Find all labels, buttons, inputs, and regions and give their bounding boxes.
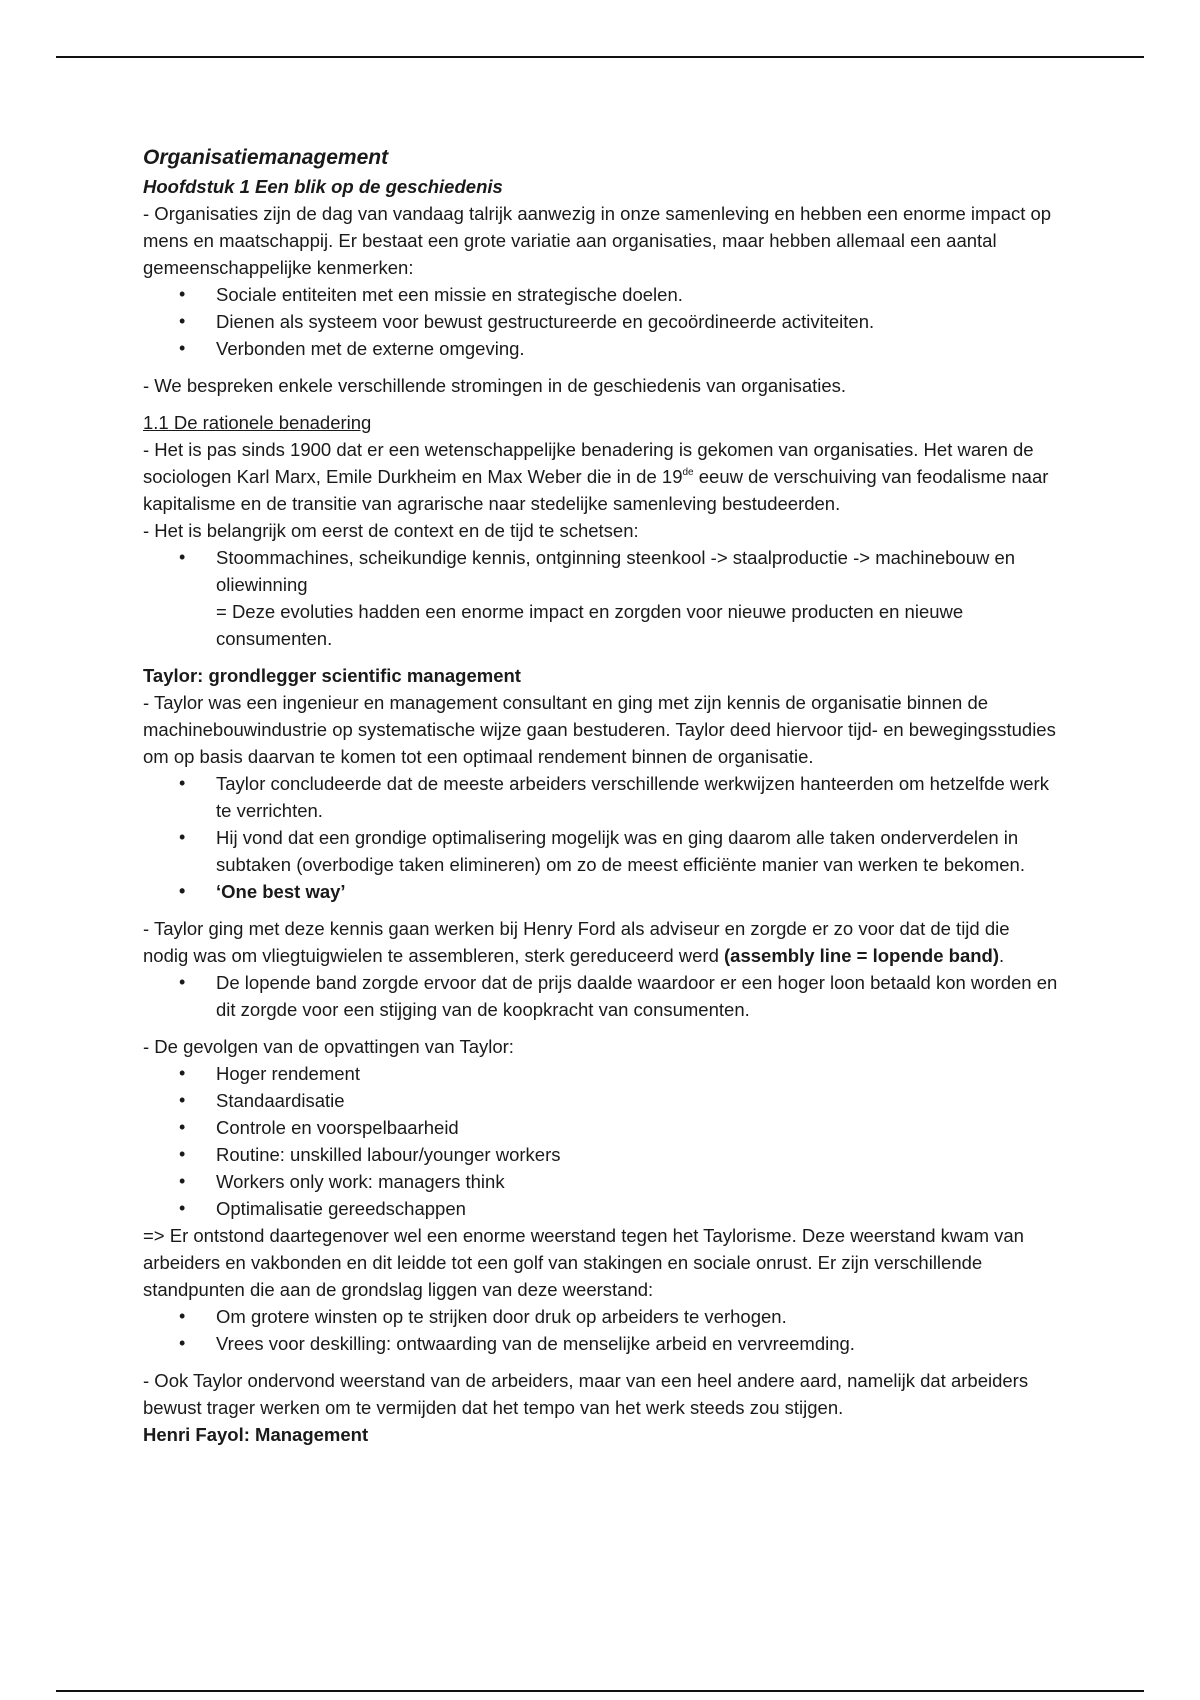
ford-bullet-list <box>143 969 1058 1023</box>
intro-closing-paragraph: - We bespreken enkele verschillende stromingen in de geschiedenis van organisaties. <box>143 375 847 396</box>
resistance-bullet-list <box>143 1303 1058 1357</box>
list-item: • Standaardisatie <box>143 1087 1058 1114</box>
taylor-paragraph: - Taylor was een ingenieur en management consultant en ging met zijn kennis de organisatie binnen de machinebouwindustrie op systematische wijze gaan bestuderen. Taylor deed hiervoor tijd- en bewegingsstudies om op basis daarvan te komen tot een optimaal rendement binnen de organisatie. <box>143 692 1056 767</box>
list-item: • De lopende band zorgde ervoor dat de prijs daalde waardoor er een hoger loon betaald kon worden en dit zorgde voor een stijging van de koopkracht van consumenten. <box>143 969 1058 1023</box>
consequences-bullet-list <box>143 1060 1058 1222</box>
list-item: • Hoger rendement <box>143 1060 1058 1087</box>
context-bullet-list <box>143 544 1058 652</box>
list-item: • Taylor concludeerde dat de meeste arbeiders verschillende werkwijzen hanteerden om hetzelfde werk te verrichten. <box>143 770 1058 824</box>
paragraph-text: - Taylor ging met deze kennis gaan werken bij Henry Ford als adviseur en zorgde er zo voor dat de tijd die nodig was om vliegtuigwielen te assembleren, sterk gereduceerd werd <box>143 918 1010 966</box>
section-1-1-paragraph <box>143 436 1058 517</box>
document-title: Organisatiemanagement <box>143 146 389 169</box>
list-item: • ‘One best way’ <box>143 878 1058 905</box>
list-item: • Routine: unskilled labour/younger workers <box>143 1141 1058 1168</box>
list-item: • Verbonden met de externe omgeving. <box>143 335 1058 362</box>
list-item: • Vrees voor deskilling: ontwaarding van de menselijke arbeid en vervreemding. <box>143 1330 1058 1357</box>
closing-paragraph: - Ook Taylor ondervond weerstand van de arbeiders, maar van een heel andere aard, namelijk dat arbeiders bewust trager werken om te vermijden dat het tempo van het werk steeds zou stijgen. <box>143 1370 1029 1418</box>
context-intro-paragraph: - Het is belangrijk om eerst de context en de tijd te schetsen: <box>143 520 639 541</box>
taylor-heading: Taylor: grondlegger scientific management <box>143 665 521 686</box>
bold-text: (assembly line = lopende band) <box>724 945 999 966</box>
list-item: • Optimalisatie gereedschappen <box>143 1195 1058 1222</box>
document-page <box>143 143 1058 1448</box>
superscript: de <box>682 467 694 478</box>
intro-bullet-list <box>143 281 1058 362</box>
section-heading-1-1: 1.1 De rationele benadering <box>143 412 372 433</box>
footer-rule <box>56 1690 1144 1692</box>
chapter-heading: Hoofdstuk 1 Een blik op de geschiedenis <box>143 176 503 197</box>
list-item: • Workers only work: managers think <box>143 1168 1058 1195</box>
paragraph-text: . <box>999 945 1005 966</box>
intro-paragraph: - Organisaties zijn de dag van vandaag talrijk aanwezig in onze samenleving en hebben een enorme impact op mens en maatschappij. Er bestaat een grote variatie aan organisaties, maar hebben allemaal een aantal gemeenschappelijke kenmerken: <box>143 203 1052 278</box>
paragraph-text: eeuw de verschuiving van feodalisme naar kapitalisme en de transitie van agrarische naar stedelijke samenleving bestudeerden. <box>143 466 1049 514</box>
list-item <box>143 544 1058 652</box>
paragraph-text: - Het is pas sinds 1900 dat er een wetenschappelijke benadering is gekomen van organisaties. Het waren de sociologen Karl Marx, Emile Durkheim en Max Weber die in de 19 <box>143 439 1034 487</box>
fayol-heading: Henri Fayol: Management <box>143 1424 369 1445</box>
ford-paragraph <box>143 915 1058 969</box>
list-item: • Dienen als systeem voor bewust gestructureerde en gecoördineerde activiteiten. <box>143 308 1058 335</box>
resistance-paragraph: => Er ontstond daartegenover wel een enorme weerstand tegen het Taylorisme. Deze weerstand kwam van arbeiders en vakbonden en dit leidde tot een golf van stakingen en sociale onrust. Er zijn verschillende standpunten die aan de grondslag liggen van deze weerstand: <box>143 1225 1024 1300</box>
list-item: • Controle en voorspelbaarheid <box>143 1114 1058 1141</box>
consequences-intro: - De gevolgen van de opvattingen van Taylor: <box>143 1036 514 1057</box>
header-rule <box>56 56 1144 58</box>
list-item-text: • Stoommachines, scheikundige kennis, ontginning steenkool -> staalproductie -> machinebouw en oliewinning <box>216 547 1016 595</box>
list-item: • Sociale entiteiten met een missie en strategische doelen. <box>143 281 1058 308</box>
taylor-bullet-list <box>143 770 1058 905</box>
list-item-subtext: = Deze evoluties hadden een enorme impact en zorgden voor nieuwe producten en nieuwe consumenten. <box>216 601 964 649</box>
list-item: • Hij vond dat een grondige optimalisering mogelijk was en ging daarom alle taken onderverdelen in subtaken (overbodige taken elimineren) om zo de meest efficiënte manier van werken te bekomen. <box>143 824 1058 878</box>
list-item: • Om grotere winsten op te strijken door druk op arbeiders te verhogen. <box>143 1303 1058 1330</box>
